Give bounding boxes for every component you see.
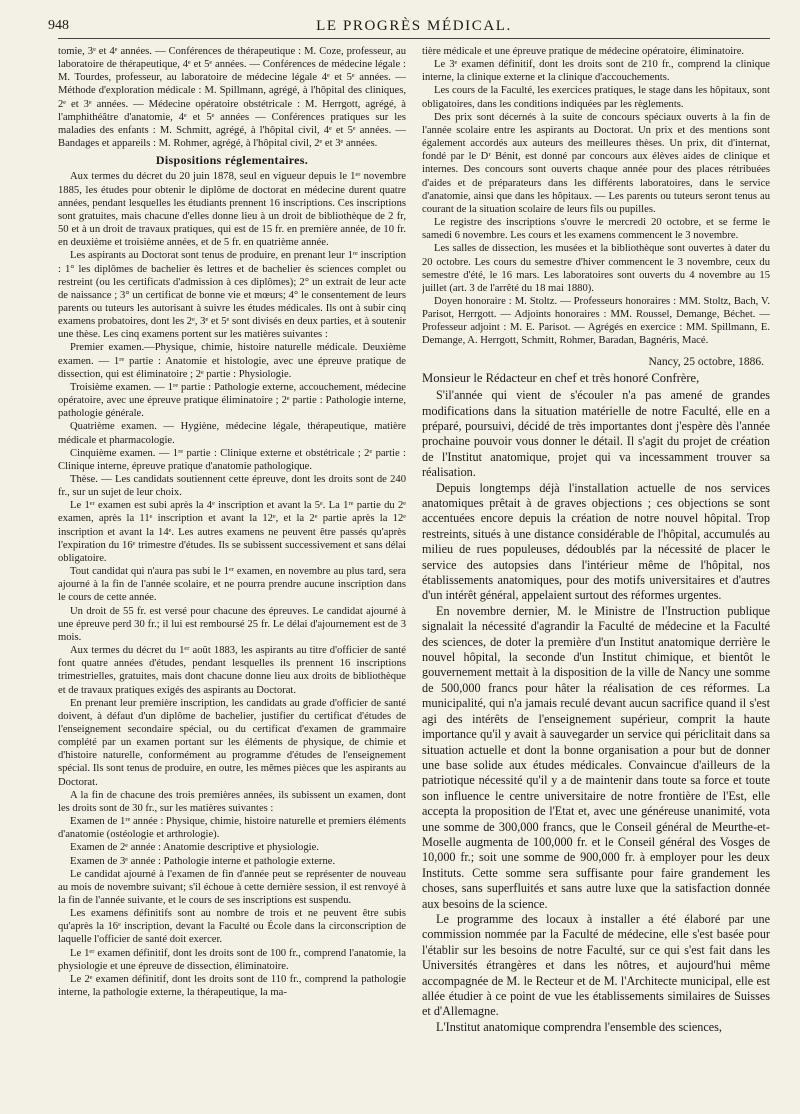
letter-dateline: Nancy, 25 octobre, 1886. — [648, 355, 764, 368]
letter — [422, 371, 770, 1035]
paragraph: Les examens définitifs sont au nombre de trois et ne peuvent être subis qu'après la 16ᵉ inscription, devant la Faculté ou École dans la circonscription de laquelle l'officier de santé doit exercer. — [58, 908, 406, 946]
letter-paragraph: L'Institut anatomique comprendra l'ensemble des sciences, — [436, 1019, 722, 1034]
letter-paragraph: En novembre dernier, M. le Ministre de l'Instruction publique signalait la nécessité d'agrandir la Faculté de médecine et la Faculté des sciences, de doter la première d'un Institut anatomique derrière le nouvel hôpital, la seconde d'un Institut chimique, et bientôt le gouvernement mettait à la disposition de la ville de Nancy une somme de 500,000 francs pour hâter la réalisation de ces réformes. La municipalité, qui n'a jamais reculé devant aucun sacrifice quand il s'est agi des intérêts de l'enseignement supérieur, comprit la haute importance qu'il y avait à sauvegarder un service qui périclitait dans sa situation actuelle et dont la bonne organisation a pour but de donner une base solide aux études médicales. Convaincue d'ailleurs de la patriotique nécessité qu'il y a de maintenir dans toute sa force et toute son influence le centre universitaire de notre frontière de l'Est, elle accepta la proposition de l'Etat et, avec une généreuse unanimité, vota une somme de 300,000 francs, que le Conseil général de Meurthe-et-Moselle augmenta de 100,000 fr. et le Conseil général des Vosges de 10,000 fr.; soit une somme de 900,000 fr. à employer pour les deux Instituts. Cette somme sera suffisante pour faire grandement les choses, sans superfluités et sans autre luxe que la satisfaction donnée aux besoins de la science. — [422, 603, 770, 911]
paragraph: Le registre des inscriptions s'ouvre le mercredi 20 octobre, et se ferme le samedi 6 novembre. Les cours et les examens commencent le 3 novembre. — [422, 217, 770, 242]
paragraph: Thèse. — Les candidats soutiennent cette épreuve, dont les droits sont de 240 fr., sur un sujet de leur choix. — [58, 474, 406, 499]
paragraph: Aux termes du décret du 20 juin 1878, seul en vigueur depuis le 1ᵉʳ novembre 1885, les études pour obtenir le diplôme de doctorat en médecine durent quatre années, pendant lesquelles les étudiants prennent 16 inscriptions. Ces inscriptions sont gratuites, mais chacune d'elles donne lieu à un droit de bibliothèque de 2 fr, 50 et à un droit de travaux pratiques, qui est de 15 fr. en première année, de 10 fr. en deuxième et troisième années, et de 5 fr. en quatrième année. — [58, 171, 406, 249]
paragraph: Un droit de 55 fr. est versé pour chacune des épreuves. Le candidat ajourné à une épreuve perd 30 fr.; il lui est remboursé 25 fr. Le délai d'ajournement est de 3 mois. — [58, 605, 406, 643]
paragraph: A la fin de chacune des trois premières années, ils subissent un examen, dont les droits sont de 30 fr., sur les matières suivantes : — [58, 789, 406, 814]
page-number: 948 — [48, 18, 69, 33]
letter-paragraph: Depuis longtemps déjà l'installation actuelle de nos services anatomiques prêtait à de graves objections ; ces objections se sont accentuées encore depuis la création de notre nouvel hôpital. Trop restreints, situés à une distance considérable de l'hôpital, accumulés au milieu de rues populeuses, dédoublés par la nécessité de placer le service des autopsies dans l'intérieur même de l'hôpital, nos établissements anatomiques, pour des motifs universitaires et d'autres d'un intérêt général, appelaient surtout des réformes urgentes. — [422, 480, 770, 603]
paragraph: Troisième examen. — 1ʳᵉ partie : Pathologie externe, accouchement, médecine opératoire, avec une épreuve pratique éliminatoire ; 2ᵉ partie : Pathologie interne, pathologie générale. — [58, 381, 406, 420]
section-title: Dispositions réglementaires. — [155, 153, 309, 168]
paragraph: Quatrième examen. — Hygiène, médecine légale, thérapeutique, matière médicale et pharmacologie. — [58, 421, 406, 446]
paragraph: Le 1ᵉʳ examen définitif, dont les droits sont de 100 fr., comprend l'anatomie, la physiologie et une épreuve de dissection, éliminatoire. — [58, 947, 406, 972]
journal-title: LE PROGRÈS MÉDICAL. — [316, 18, 512, 34]
paragraph: Le 1ᵉʳ examen est subi après la 4ᵉ inscription et avant la 5ᵉ. La 1ʳᵉ partie du 2ᵉ examen, après la 11ᵉ inscription et avant la 12ᵉ, et la 2ᵉ partie après la 12ᵉ inscription et avant la 14ᵉ. Les autres examens ne peuvent être passés qu'après l'expiration du 16ᵉ trimestre d'études. Ils se subissent successivement et sans délai obligatoire. — [58, 500, 406, 564]
letter-paragraph: Le programme des locaux à installer a été élaboré par une commission nommée par la Faculté de médecine, elle s'est basée pour l'établir sur les besoins de notre Faculté, sur ce qui s'est fait dans les Universités étrangères et dans les nôtres, et aujourd'hui même accompagnée de M. le Recteur et de M. l'Architecte municipal, elle est allée étudier à ce point de vue les établissements similaires de Suisses et d'Allemagne. — [422, 911, 770, 1019]
paragraph: Aux termes du décret du 1ᵉʳ août 1883, les aspirants au titre d'officier de santé font quatre années d'études, pendant lesquelles ils prennent 16 inscriptions trimestrielles, gratuites, mais dont chacune donne lieu aux droits de bibliothèque et de travaux pratiques exigés des aspirants au Doctorat. — [58, 645, 406, 696]
paragraph: En prenant leur première inscription, les candidats au grade d'officier de santé doivent, à défaut d'un diplôme de bachelier, justifier du certificat d'études de l'enseignement secondaire spécial, ou du certificat d'examen de grammaire complété par un examen portant sur les éléments de physique, de chimie et d'histoire naturelle, conformément au programme d'études de l'enseignement spécial. Ils sont tenus de produire, en outre, les mêmes pièces que les aspirants au Doctorat. — [58, 697, 406, 788]
page-header — [48, 14, 770, 39]
paragraph: Tout candidat qui n'aura pas subi le 1ᵉʳ examen, en novembre au plus tard, sera ajourné à la fin de l'année scolaire, et ne pourra prendre aucune inscription dans le cours de cette année. — [58, 566, 406, 604]
paragraph: tière médicale et une épreuve pratique de médecine opératoire, éliminatoire. — [422, 46, 745, 57]
faculty-list: Doyen honoraire : M. Stoltz. — Professeurs honoraires : MM. Stoltz, Bach, V. Parisot, Herrgott. — Adjoints honoraires : MM. Roussel, Demange, Béchet. — Professeur adjoint : M. E. Parisot. — Agrégés en exercice : MM. Spillmann, E. Demange, A. Herrgott, Schmitt, Rohmer, Baradan, Bagnéris, Macé. — [422, 295, 770, 347]
paragraph: Les salles de dissection, les musées et la bibliothèque sont ouvertes à dater du 20 octobre. Les cours du semestre d'hiver commencent le 3 novembre, ceux du semestre d'été, le 16 mars. Les laboratoires sont ouverts du 4 novembre au 15 juillet (art. 3 de l'arrêté du 18 mai 1880). — [422, 243, 770, 294]
paragraph: Le candidat ajourné à l'examen de fin d'année peut se représenter de nouveau au mois de novembre suivant; s'il échoue à cette dernière session, il est renvoyé à la fin de l'année suivante, et le cours de ses inscriptions est suspendu. — [58, 868, 406, 906]
paragraph: Cinquième examen. — 1ʳᵉ partie : Clinique externe et obstétricale ; 2ᵉ partie : Clinique interne, épreuve pratique d'anatomie pathologique. — [58, 447, 406, 472]
conferences-paragraph: tomie, 3ᵉ et 4ᵉ années. — Conférences de thérapeutique : M. Coze, professeur, au laboratoire de thérapeutique, 4ᵉ et 5ᵉ années. — Conférences de médecine légale : M. Tourdes, professeur, au laboratoire de médecine légale 4ᵉ et 5ᵉ années. — Méthode d'exploration médicale : M. Spillmann, agrégé, à l'hôpital des cliniques, 2ᵉ et 3ᵉ années. — Médecine opératoire obstétricale : M. Herrgott, agrégé, à l'amphithéâtre d'anatomie, 4ᵉ et 5ᵉ années — Conférences pratiques sur les maladies des enfants : M. Schmitt, agrégé, à l'hôpital civil, 4ᵉ et 5ᵉ années. — Bandages et appareils : M. Rohmer, agrégé, à l'hôpital civil, 2ᵉ et 3ᵉ années. — [58, 46, 406, 150]
letter-salutation: Monsieur le Rédacteur en chef et très honoré Confrère, — [422, 370, 700, 385]
right-column — [422, 45, 770, 1105]
letter-paragraph: S'il'année qui vient de s'écouler n'a pas amené de grandes modifications dans la situation matérielle de notre Faculté, elle en a préparé, poursuivi, décidé de très importantes dont j'espère dès l'année prochaine pouvoir vous donner le détail. Il s'agit du projet de création de l'Institut anatomique, projet qui va incessamment trouver sa réalisation. — [422, 388, 770, 480]
paragraph: Les aspirants au Doctorat sont tenus de produire, en prenant leur 1ʳᵉ inscription : 1° les diplômes de bachelier ès lettres et de bachelier ès sciences complet ou restreint (ou les certificats d'admission à ces diplômes); 2° un extrait de leur acte de naissance ; 3° un certificat de bonne vie et mœurs; 4° le consentement de leurs parents ou tuteurs les autorisant à suivre les études médicales. Ils ont à subir cinq examens probatoires, dont les 2ᵉ, 3ᵉ et 5ᵉ sont divisés en deux parties, et à soutenir une thèse. Les cinq examens portent sur les matières suivantes : — [58, 250, 406, 341]
paragraph: Premier examen.—Physique, chimie, histoire naturelle médicale. Deuxième examen. — 1ʳᵉ partie : Anatomie et histologie, avec une épreuve pratique de dissection, qui est éliminatoire ; 2ᵉ partie : Physiologie. — [58, 342, 406, 380]
paragraph: Examen de 1ʳᵉ année : Physique, chimie, histoire naturelle et premiers éléments d'anatomie (ostéologie et arthrologie). — [58, 816, 406, 841]
paragraph: Le 2ᵉ examen définitif, dont les droits sont de 110 fr., comprend la pathologie interne, la pathologie externe, la thérapeutique, la ma- — [58, 973, 406, 999]
paragraph: Examen de 2ᵉ année : Anatomie descriptive et physiologie. — [70, 842, 319, 854]
paragraph: Les cours de la Faculté, les exercices pratiques, le stage dans les hôpitaux, sont obligatoires, dans les conditions indiquées par les règlements. — [422, 85, 770, 110]
paragraph: Des prix sont décernés à la suite de concours spéciaux ouverts à la fin de l'année scolaire entre les aspirants au Doctorat. Un prix et des mentions sont également accordés aux auteurs des meilleures thèses. Un prix, dit d'internat, fondé par le Dʳ Bénit, est donné par concours aux élèves aides de clinique et internes. Des concours sont ouverts chaque année pour des places rétribuées d'aides et de préparateurs dans les différents laboratoires, dans le service d'anatomie, ainsi que dans les hôpitaux. — Les parents ou tuteurs seront tenus au courant de la situation scolaire de leurs fils ou pupilles. — [422, 111, 770, 215]
paragraph: Le 3ᵉ examen définitif, dont les droits sont de 210 fr., comprend la clinique interne, la clinique externe et la clinique d'accouchements. — [422, 59, 770, 84]
left-column — [58, 45, 406, 1105]
paragraph: Examen de 3ᵉ année : Pathologie interne et pathologie externe. — [70, 855, 336, 867]
